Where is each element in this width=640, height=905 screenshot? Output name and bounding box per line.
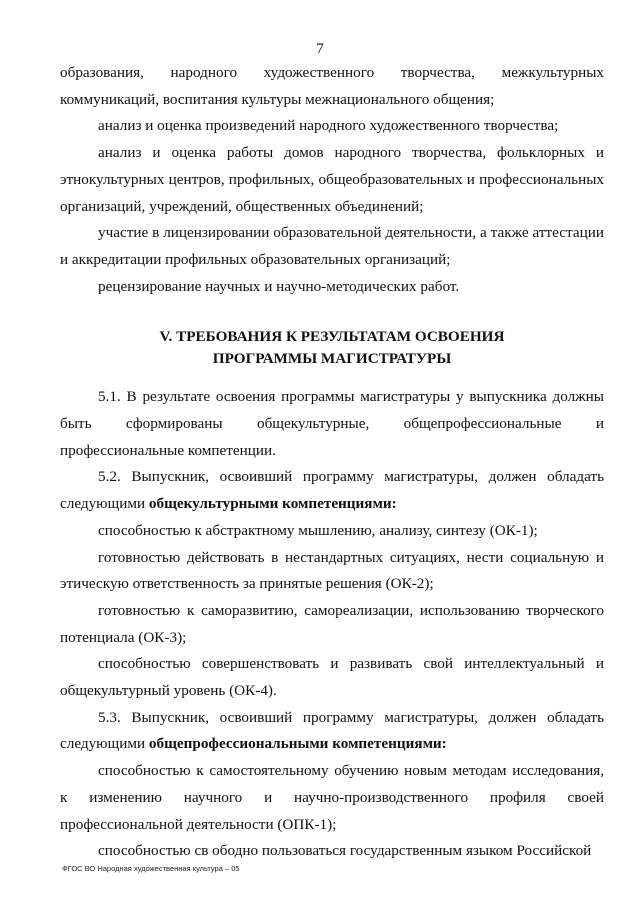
opk-item: способностью св ободно пользоваться государственным языком Российской <box>98 842 592 860</box>
page-footer: ФГОС ВО Народная художественная культура – 05 <box>62 864 240 873</box>
ok-item: готовностью к саморазвитию, самореализации, использованию творческого потенциала (ОК-3); <box>60 601 604 646</box>
list-item: анализ и оценка работы домов народного творчества, фольклорных и этнокультурных центров, профильных, общеобразовательных и профессиональных организаций, учреждений, общественных объединений; <box>60 144 604 215</box>
paragraph-5-2-lead: 5.2. Выпускник, освоивший программу магистратуры, должен обладать следующими <box>60 468 604 513</box>
paragraph-5-2-bold: общекультурными компетенциями: <box>148 495 397 513</box>
section-heading-line-2: ПРОГРАММЫ МАГИСТРАТУРЫ <box>212 350 452 368</box>
document-body <box>60 60 604 865</box>
page-number: 7 <box>316 41 324 57</box>
list-item: анализ и оценка произведений народного художественного творчества; <box>98 117 559 135</box>
paragraph-5-1: 5.1. В результате освоения программы магистратуры у выпускника должны быть сформированы общекультурные, общепрофессиональные и профессиональные компетенции. <box>60 388 604 459</box>
ok-item: способностью совершенствовать и развивать свой интеллектуальный и общекультурный уровень (ОК-4). <box>60 655 604 700</box>
section-heading <box>60 326 604 370</box>
paragraph-5-2 <box>60 464 604 517</box>
list-item: рецензирование научных и научно-методических работ. <box>98 277 460 295</box>
ok-item: способностью к абстрактному мышлению, анализу, синтезу (ОК-1); <box>98 521 538 539</box>
paragraph-5-3-lead: 5.3. Выпускник, освоивший программу магистратуры, должен обладать следующими <box>60 708 604 753</box>
paragraph-5-3-bold: общепрофессиональными компетенциями: <box>148 735 447 753</box>
ok-item: готовностью действовать в нестандартных ситуациях, нести социальную и этическую ответственность за принятые решения (ОК-2); <box>60 548 604 593</box>
section-heading-line-1: V. ТРЕБОВАНИЯ К РЕЗУЛЬТАТАМ ОСВОЕНИЯ <box>159 328 505 346</box>
opk-item: способностью к самостоятельному обучению новым методам исследования, к изменению научного и научно-производственного профиля своей профессиональной деятельности (ОПК-1); <box>60 762 604 833</box>
paragraph-5-3 <box>60 705 604 758</box>
paragraph-continuation: образования, народного художественного творчества, межкультурных коммуникаций, воспитания культуры межнационального общения; <box>60 64 604 108</box>
list-item: участие в лицензировании образовательной деятельности, а также аттестации и аккредитации профильных образовательных организаций; <box>60 224 604 268</box>
